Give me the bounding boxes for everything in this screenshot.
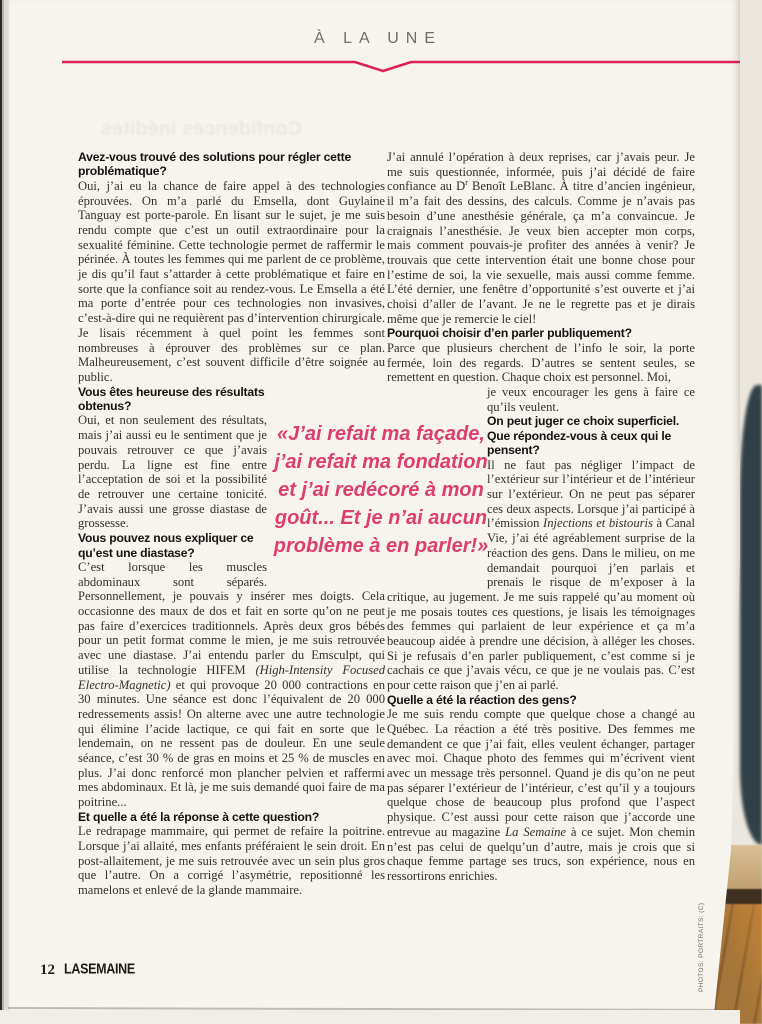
answer-reponse: Le redrapage mammaire, qui permet de refaire la poitrine. Lorsque j’ai allaité, mes enfants préféraient le sein droit. En post-allaitement, je me suis retrouvée avec un sein plus gros que l’autre. On a corrigé l’asymétrie, repositionné les mamelons et enlevé de la glande mammaire. xyxy=(78,824,385,898)
answer-publiquement-suite: je veux encourager les gens à faire ce qu’ils veulent. xyxy=(487,384,695,414)
answer-reaction xyxy=(387,707,695,883)
question-solutions: Avez-vous trouvé des solutions pour régler cette problématique? xyxy=(78,150,352,179)
showthrough-text: Confidences inédites xyxy=(100,118,302,140)
answer-heureuse-resultats: Oui, et non seulement des résultats, mais j’ai aussi eu le sentiment que je pouvais retrouver ce que j’avais perdu. La ligne est fine entre l’acceptation de soi et la possibilité de retrouver une certaine tonicité. J’avais aussi une grosse diastase de grossesse. xyxy=(78,413,267,531)
question-reponse: Et quelle a été la réponse à cette question? xyxy=(78,809,320,824)
question-superficiel: On peut juger ce choix superficiel. Que répondez-vous à ceux qui le pensent? xyxy=(487,414,680,458)
question-reaction: Quelle a été la réaction des gens? xyxy=(387,692,577,707)
answer-publiquement: Parce que plusieurs cherchent de l’info le soir, la porte fermée, loin des regards. D’autres se sentent seules, se remettent en question. Chaque choix est personnel. Moi, xyxy=(387,340,695,385)
answer-operation-text-2: Benoît LeBlanc. À titre d’ancien ingénieur, il m’a fait des dessins, des calculs. Comme je n’avais pas besoin d’une anesthésie générale, ça m’a convaincue. Je craignais l’anesthésie. Je veux bien accepter mon corps, mais comment pouvais-je profiter des années à venir? Je trouvais que cette intervention était une bonne chose pour l’estime de soi, la vie sexuelle, mais aussi comme femme. L’été dernier, une fenêtre d’opportunité s’est ouverte et j’ai choisi d’aller de l’avant. Je ne le regrette pas et je dirais même que je remercie le ciel! xyxy=(387,179,695,326)
page-number: 12 xyxy=(40,962,55,978)
question-diastase: Vous pouvez nous expliquer ce qu’est une diastase? xyxy=(78,531,254,560)
answer-operation xyxy=(387,150,695,326)
italic-magazine-title: La Semaine xyxy=(505,824,566,839)
pull-quote: «J’ai refait ma façade, j’ai refait ma fondation et j’ai redécoré à mon goût... Et je n’ai aucun problème à en parler!» xyxy=(273,423,489,557)
question-heureuse-resultats: Vous êtes heureuse des résultats obtenus? xyxy=(78,384,265,414)
italic-term-hifem: (High-Intensity Focused Electro-Magnetic) xyxy=(78,662,385,692)
answer-superficiel-text-2: à Canal Vie, j’ai été agréablement surprise de la réaction des gens. Dans le milieu, on me demandait pourquoi j’en parlais et prenais le risque de m’exposer à la critique, au jugement. Je me suis rappelé qu’au moment où je me posais toutes ces questions, je lisais les témoignages des femmes qui parlaient de leur expérience et ça m’a beaucoup aidée à prendre une décision, à alléger les choses. Si je refusais d’en parler publiquement, c’est comme si je cachais ce que j’avais vécu, ce que je ne voulais pas. C’est pour cette raison que j’en ai parlé. xyxy=(387,516,696,693)
question-publiquement: Pourquoi choisir d’en parler publiquement? xyxy=(387,326,632,341)
photo-credit: PHOTOS: PORTRAITS: (C) xyxy=(698,902,705,992)
answer-operation-text: J’ai annulé l’opération à deux reprises, car j’avais peur. Je me suis questionnée, informée, puis j’ai décidé de faire confiance au D xyxy=(387,150,695,194)
page-curl-strip xyxy=(0,1010,740,1024)
answer-solutions: Oui, j’ai eu la chance de faire appel à des technologies éprouvées. On m’a parlé du Emsella, dont Guylaine Tanguay est porte-parole. En lisant sur le sujet, je me suis rendu compte que c’est un outil extraordinaire pour la sexualité féminine. Cette technologie permet de raffermir le périnée. À toutes les femmes qui me parlent de ce problème, je dis qu’il faut s’attarder à cette problématique et faire en sorte que la confiance soit au rendez-vous. Le Emsella a été ma porte d’entrée pour ces technologies non invasives, c’est-à-dire qui ne requièrent pas d’intervention chirurgicale. Je lisais récemment à quel point les femmes sont nombreuses à éprouver des problèmes sur ce plan. Malheureusement, c’est souvent difficile d’être soignée au public. xyxy=(78,178,385,384)
page-footer xyxy=(40,962,135,979)
answer-diastase-text-2: et qui provoque 20 000 contractions en 30 minutes. Une séance est donc l’équivalent de 20 000 redressements assis! On alterne avec une autre technologie qui élimine l’acide lactique, ce qui fait en sorte que le lendemain, on ne ressent pas de douleur. En une seule séance, c’est 30 % de gras en moins et 25 % de muscles en plus. J’ai donc renforcé mon plancher pelvien et raffermi mes abdominaux. Et là, je me suis demandé quoi faire de ma poitrine... xyxy=(78,677,385,810)
superscript-r: r xyxy=(465,178,468,188)
spine-shadow xyxy=(0,0,10,1024)
answer-diastase xyxy=(78,560,385,810)
photo-dark-garment xyxy=(740,385,762,845)
italic-emission-title: Injections et bistouris xyxy=(543,516,653,531)
answer-reaction-text: Je me suis rendu compte que quelque chose a changé au Québec. La réaction a été très positive. Des femmes me demandent ce que j’ai fait, elles veulent échanger, partager avec moi. Chaque photo des femmes qui m’écrivent vient avec un message très personnel. Quand je dis qu’on ne peut pas séparer l’extérieur de l’intérieur, c’est qu’il y a toujours quelque chose de beaucoup plus profond que l’aspect physique. C’est aussi pour cette raison que j’accorde une entrevue au magazine xyxy=(387,707,695,839)
answer-diastase-text: C’est lorsque les muscles abdominaux sont séparés. Personnellement, je pouvais y insérer mes doigts. Cela occasionne des maux de dos et fait en sorte qu’on ne peut pas faire d’exercices traditionnels. Après deux gros bébés pour un petit format comme le mien, je me suis retrouvée avec une diastase. J’ai entendu parler du Emsculpt, qui utilise la technologie HIFEM xyxy=(78,559,385,677)
magazine-name: LASEMAINE xyxy=(64,960,135,977)
answer-reaction-text-2: à ce sujet. Mon chemin n’est pas celui de quelqu’un d’autre, mais je crois que si chaque femme partage ses trucs, son expérience, nous en ressortirons enrichies. xyxy=(387,824,695,883)
accent-rule-with-notch xyxy=(0,58,762,76)
answer-superficiel-text: Il ne faut pas négliger l’impact de l’extérieur sur l’intérieur et de l’intérieur sur l’extérieur. On ne peut pas séparer ces deux aspects. Lorsque j’ai participé à l’émission xyxy=(487,457,695,531)
section-label: À LA UNE xyxy=(313,30,443,47)
